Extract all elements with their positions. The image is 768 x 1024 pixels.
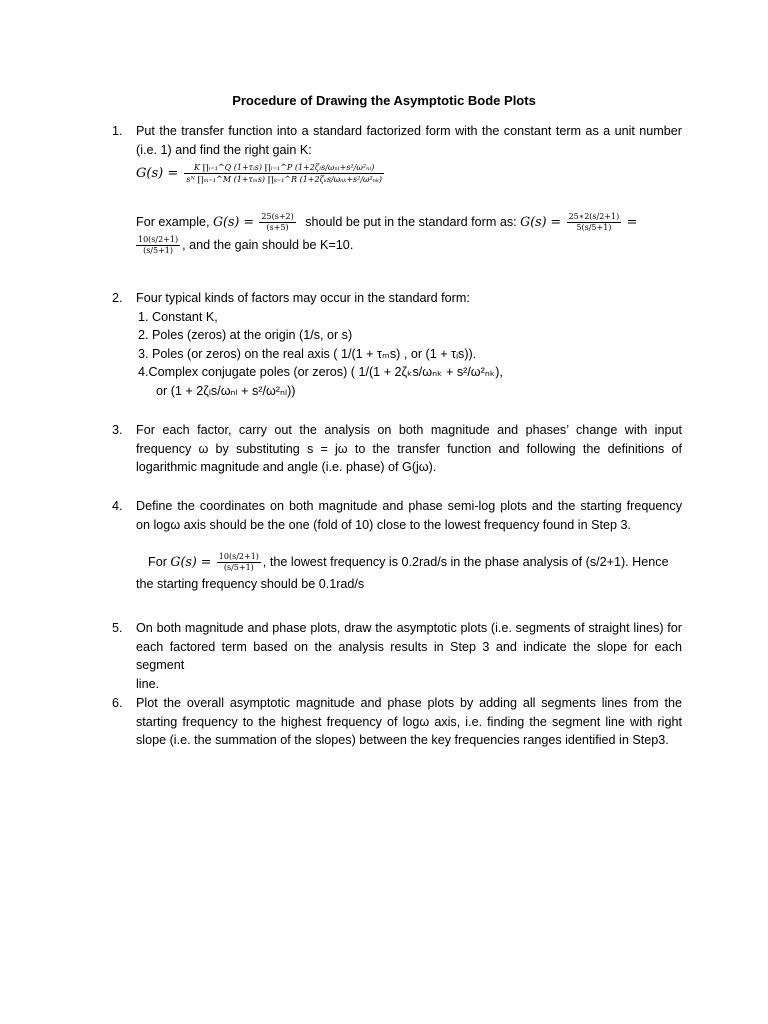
- step-4-line-1: Define the coordinates on both magnitude and phase semi-log plots and the starting frequency: [136, 499, 682, 513]
- step-3: [112, 421, 682, 477]
- example-g1-numerator: 25(s+2): [261, 212, 294, 221]
- example-middle-text: should be put in the standard form as:: [305, 214, 517, 229]
- example4-fraction: [217, 552, 261, 573]
- step-number: 3.: [112, 423, 123, 437]
- step-number: 1.: [112, 124, 123, 138]
- example-equals: =: [626, 213, 638, 229]
- example-g1-fraction: [259, 212, 295, 233]
- factor-item-1: 1. Constant K,: [138, 309, 218, 324]
- document-title: Procedure of Drawing the Asymptotic Bode Plots: [232, 93, 536, 108]
- step-1-line-2: (i.e. 1) and find the right gain K:: [136, 142, 312, 157]
- step-number: 5.: [112, 621, 123, 635]
- step-2-intro: Four typical kinds of factors may occur in the standard form:: [136, 291, 470, 305]
- formula-denominator: sᴺ ∏ₘ₌₁^M (1+τₘs) ∏ₖ₌₁^R (1+2ζₖs/ωₙₖ+s²/ω²ₙₖ): [186, 175, 383, 184]
- step-1: [112, 122, 682, 159]
- example4-denominator: (s/5+1): [217, 562, 261, 573]
- example4-line-2: the starting frequency should be 0.1rad/s: [136, 577, 365, 591]
- example-g1-denominator: (s+5): [259, 222, 295, 233]
- step-5-line-3: line.: [136, 676, 160, 691]
- example4-numerator: 10(s/2+1): [218, 552, 259, 561]
- step-number: 4.: [112, 499, 123, 513]
- step-number: 2.: [112, 291, 123, 305]
- formula-fraction: [184, 162, 384, 185]
- step-6-line-2: starting frequency to the highest frequency of logω axis, i.e. finding the segment line with right: [136, 714, 682, 729]
- example-g3-numerator: 10(s/2+1): [138, 235, 179, 244]
- example-g3-denominator: (s/5+1): [136, 245, 180, 256]
- factor-item-4: 4.Complex conjugate poles (or zeros) ( 1/(1 + 2ζₖs/ωₙₖ + s²/ω²ₙₖ),: [138, 365, 503, 379]
- step-3-line-2: frequency ω by substituting s = jω to the transfer function and following the definitions of: [136, 441, 682, 456]
- step-5-line-2: each factored term based on the analysis results in Step 3 and indicate the slope for each segment: [136, 639, 682, 672]
- example-g1-lhs: G(s) =: [213, 213, 254, 229]
- example4-suffix: , the lowest frequency is 0.2rad/s in the phase analysis of (s/2+1). Hence: [262, 554, 669, 569]
- step-3-line-3: logarithmic magnitude and angle (i.e. phase) of G(jω).: [136, 460, 437, 474]
- step-6-line-3: slope (i.e. the summation of the slopes) between the key frequencies ranges identified in Step3.: [136, 733, 669, 747]
- example-g2-numerator: 25∗2(s/2+1): [568, 212, 620, 221]
- step-number: 6.: [112, 696, 123, 710]
- step-4-line-2: on logω axis should be the one (fold of 10) close to the lowest frequency found in Step 3.: [136, 517, 632, 532]
- step-6: [112, 694, 682, 750]
- factor-item-3: 3. Poles (or zeros) on the real axis ( 1/(1 + τₘs) , or (1 + τᵢs)).: [138, 346, 477, 361]
- example-prefix: For example,: [136, 214, 210, 229]
- example-suffix: , and the gain should be K=10.: [182, 237, 354, 252]
- step-1-example: [136, 212, 682, 256]
- step-2: [112, 289, 682, 400]
- factor-item-2: 2. Poles (zeros) at the origin (1/s, or s): [138, 328, 353, 342]
- factor-item-5: or (1 + 2ζₗs/ωₙₗ + s²/ω²ₙₗ)): [156, 383, 296, 398]
- step-1-line-1: Put the transfer function into a standard factorized form with the constant term as a unit number: [136, 124, 682, 138]
- example-g2-lhs: G(s) =: [520, 213, 562, 229]
- example4-lhs: G(s) =: [170, 553, 212, 569]
- formula-numerator: K ∏ᵢ₌₁^Q (1+τᵢs) ∏ₗ₌₁^P (1+2ζₗs/ωₙₗ+s²/ω²ₙₗ): [194, 163, 375, 172]
- example4-prefix: For: [148, 554, 167, 569]
- example-g2-denominator: 5(s/5+1): [567, 222, 622, 233]
- step-6-line-1: Plot the overall asymptotic magnitude and phase plots by adding all segments lines from the: [136, 696, 682, 710]
- formula-lhs: G(s) =: [136, 166, 179, 181]
- step-4-example: [136, 552, 682, 594]
- step-5-line-1: On both magnitude and phase plots, draw the asymptotic plots (i.e. segments of straight lines) for: [136, 621, 682, 635]
- step-3-line-1: For each factor, carry out the analysis on both magnitude and phases’ change with input: [136, 423, 682, 437]
- step-5: [112, 619, 682, 693]
- step-4: [112, 497, 682, 534]
- example-g3-fraction: [136, 235, 180, 256]
- example-g2-fraction: [567, 212, 622, 233]
- general-transfer-function: [136, 162, 386, 185]
